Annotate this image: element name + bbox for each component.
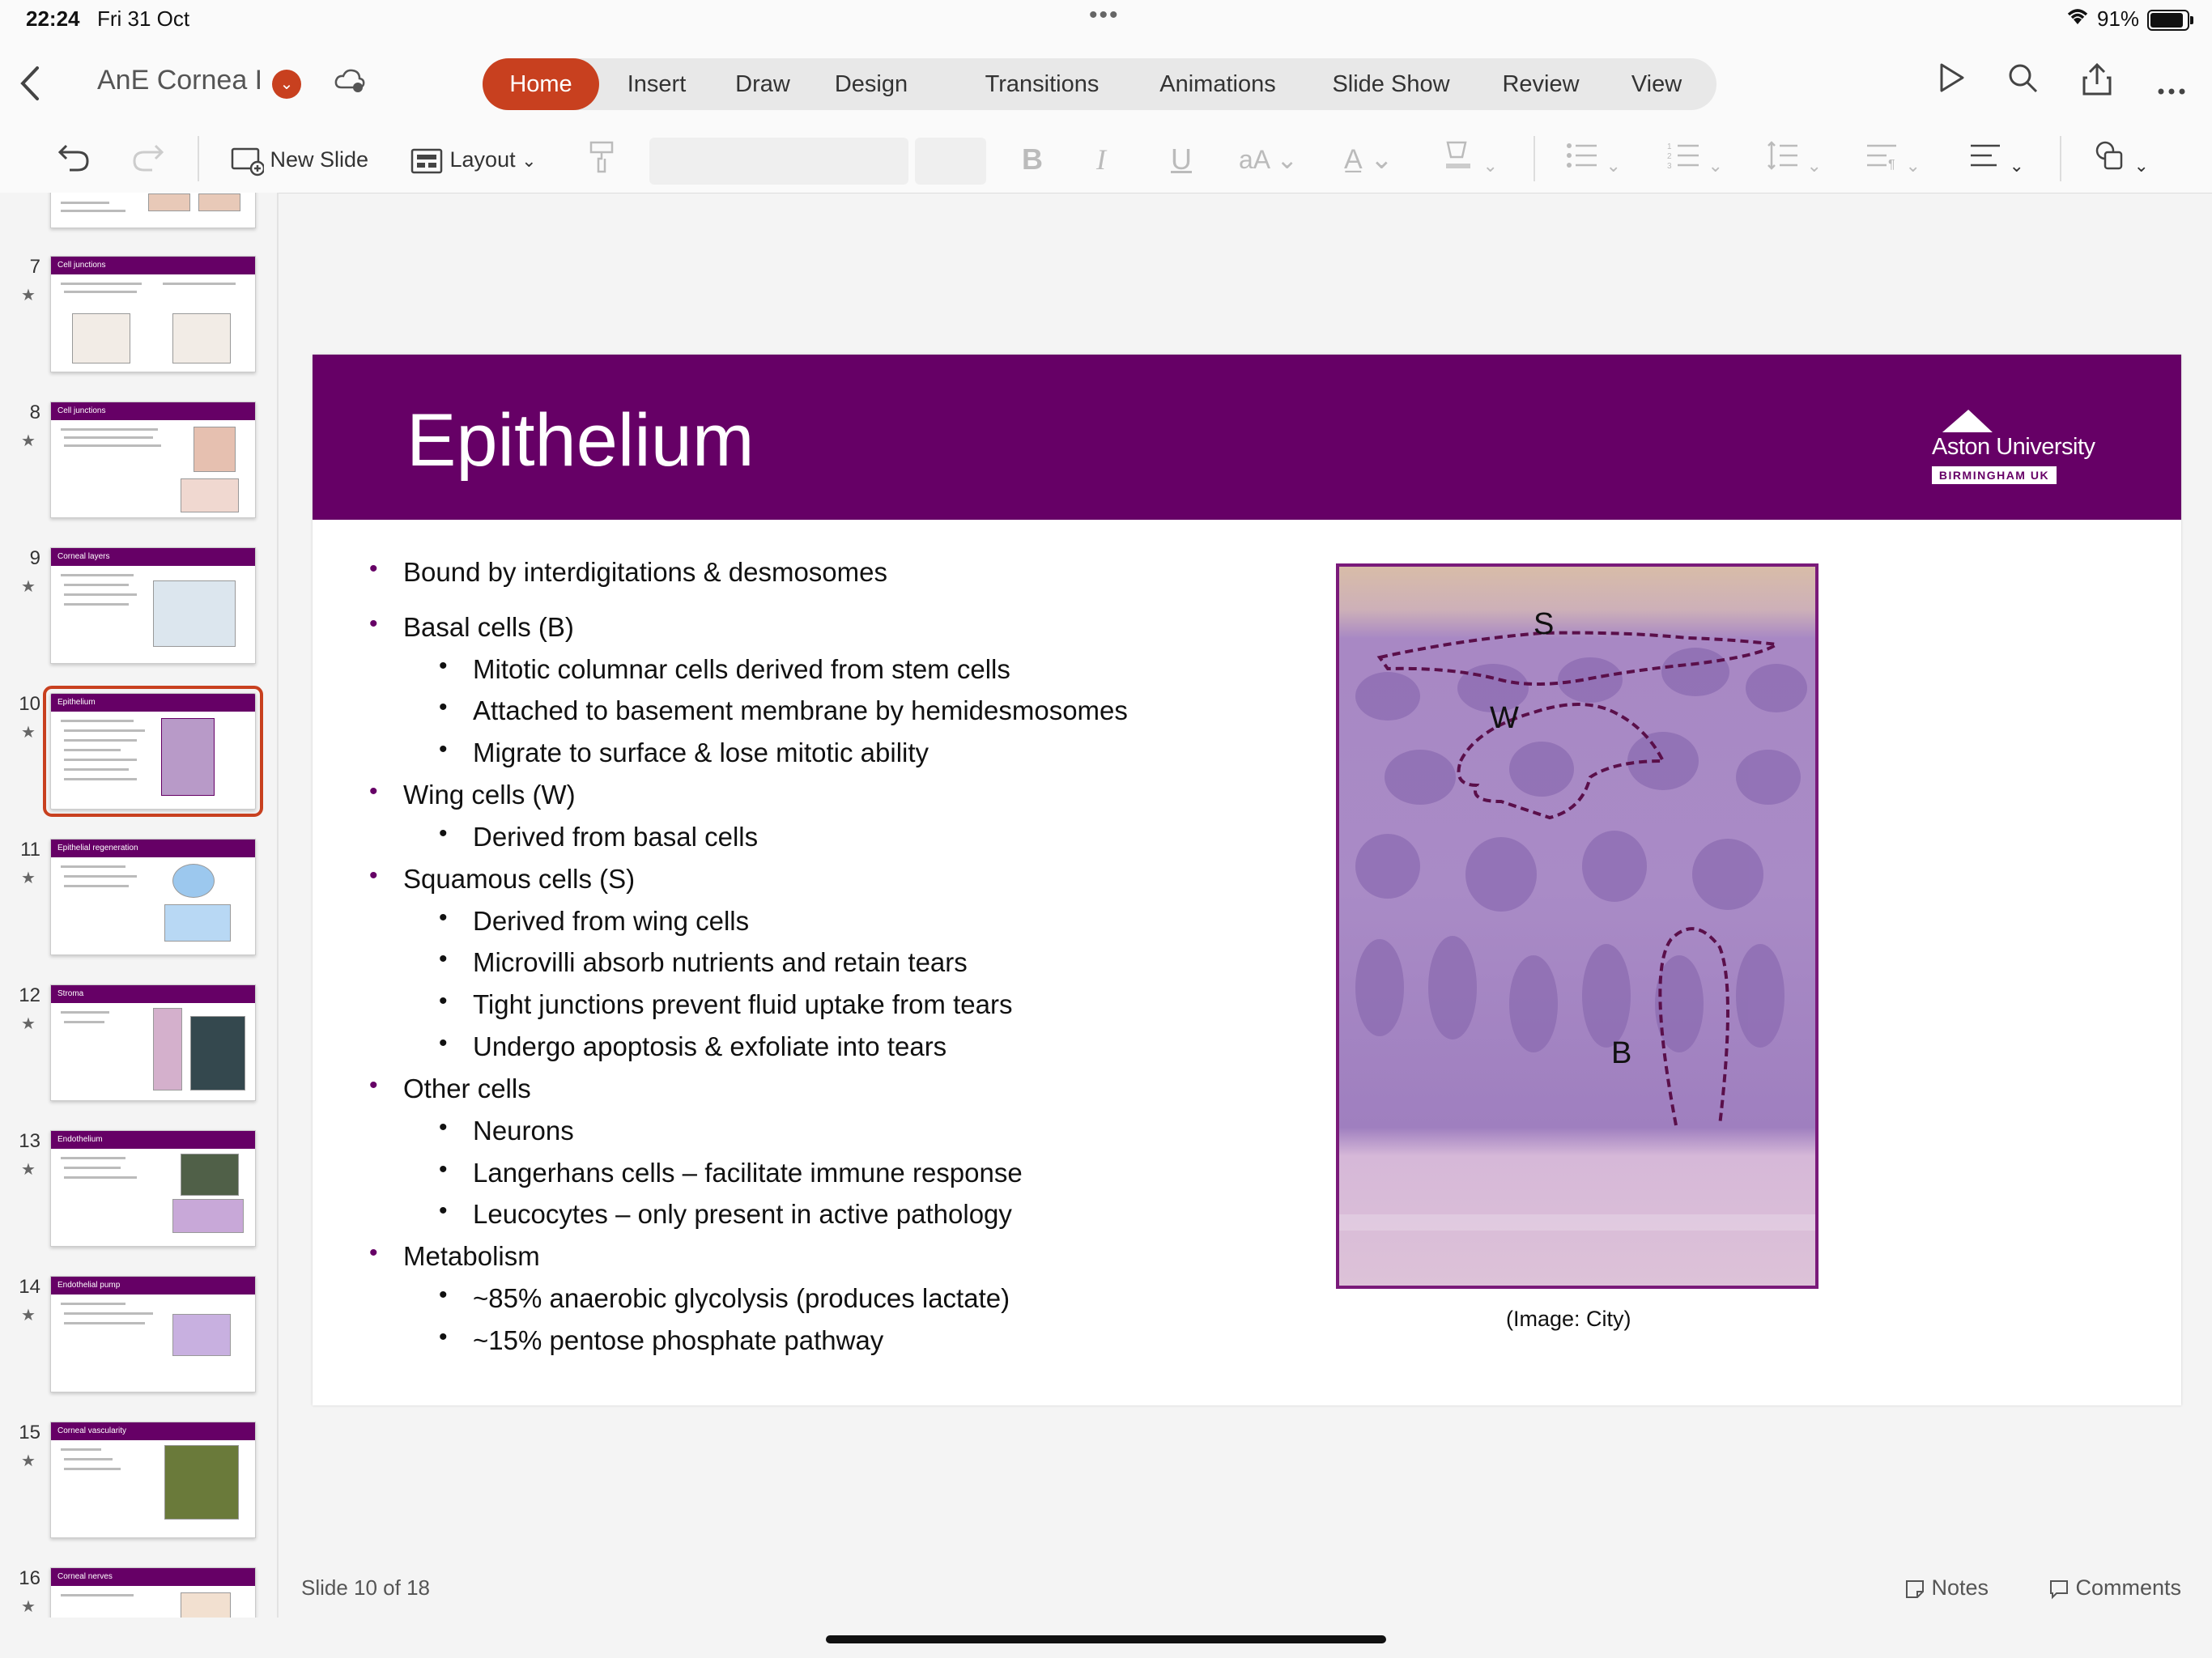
image-caption: (Image: City) <box>1506 1307 1631 1331</box>
font-size-change-icon[interactable]: aA ⌄ <box>1239 145 1299 174</box>
svg-text:1: 1 <box>1667 142 1672 151</box>
share-icon[interactable] <box>2081 62 2113 105</box>
notes-label: Notes <box>1931 1575 1989 1600</box>
bullet-level2: • Mitotic columnar cells derived from stem cells <box>439 653 1010 684</box>
bullet-level2: • Tight junctions prevent fluid uptake from tears <box>439 988 1013 1019</box>
document-title[interactable]: AnE Cornea I <box>97 65 263 96</box>
thumbnail-title: Corneal vascularity <box>51 1422 255 1440</box>
tab-design[interactable]: Design <box>834 71 908 97</box>
layout-label: Layout <box>449 147 516 172</box>
svg-text:2: 2 <box>1667 152 1672 161</box>
redo-icon[interactable] <box>130 139 165 180</box>
multitasking-dots[interactable]: ••• <box>1089 2 1120 28</box>
slide-number: 8 <box>29 402 40 423</box>
slide-number: 12 <box>19 984 40 1006</box>
chevron-down-icon: ⌄ <box>521 151 537 171</box>
chevron-down-icon[interactable]: ⌄ <box>272 70 301 99</box>
thumbnail-title: Endothelium <box>51 1131 255 1149</box>
home-ribbon <box>0 131 2212 193</box>
bullet-level2: • Microvilli absorb nutrients and retain tears <box>439 946 968 977</box>
bold-icon[interactable]: B <box>1022 142 1043 176</box>
slide-number: 15 <box>19 1422 40 1443</box>
undo-icon[interactable] <box>57 139 92 180</box>
tab-animations[interactable]: Animations <box>1159 71 1276 97</box>
star-icon: ★ <box>21 578 36 596</box>
slide-indicator: Slide 10 of 18 <box>301 1575 431 1600</box>
italic-icon[interactable]: I <box>1096 143 1106 176</box>
highlight-icon[interactable] <box>1441 139 1498 180</box>
battery-icon <box>2147 10 2189 31</box>
epithelium-micrograph[interactable] <box>1336 563 1819 1289</box>
comments-icon <box>2048 1579 2069 1600</box>
slide-number: 13 <box>19 1130 40 1152</box>
university-logo <box>1932 410 2110 486</box>
thumbnail-title: Endothelial pump <box>51 1277 255 1295</box>
format-painter-icon[interactable] <box>588 139 615 180</box>
tab-view[interactable]: View <box>1631 71 1682 97</box>
thumbnail-title: Epithelial regeneration <box>51 840 255 857</box>
bullet-level1: • Basal cells (B) <box>369 610 574 642</box>
paragraph-icon[interactable]: ¶ ⌄ <box>1864 139 1921 180</box>
status-time: 22:24 <box>26 6 80 31</box>
svg-text:3: 3 <box>1667 162 1672 171</box>
slide-title[interactable]: Epithelium <box>406 399 755 482</box>
bullet-level1: • Wing cells (W) <box>369 778 576 810</box>
star-icon: ★ <box>21 287 36 304</box>
slide-number: 16 <box>19 1567 40 1589</box>
bullet-level2: • Migrate to surface & lose mitotic ability <box>439 736 929 767</box>
slide-thumbnail-panel[interactable] <box>0 193 279 1618</box>
wifi-icon <box>2065 5 2091 32</box>
bullet-level2: • ~15% pentose phosphate pathway <box>439 1324 884 1355</box>
underline-icon[interactable]: U <box>1171 142 1192 176</box>
back-chevron-icon[interactable] <box>18 63 58 104</box>
thumbnail-title: Corneal nerves <box>51 1568 255 1586</box>
align-icon[interactable]: ⌄ <box>1967 139 2024 180</box>
status-bar <box>0 0 2212 39</box>
notes-button[interactable] <box>1904 1575 1989 1601</box>
slide-header-banner <box>313 355 2181 520</box>
bullet-level2: • Derived from basal cells <box>439 820 759 852</box>
comments-button[interactable] <box>2048 1575 2181 1601</box>
new-slide-button[interactable] <box>230 139 368 180</box>
tab-home[interactable]: Home <box>483 58 599 110</box>
slide-number: 14 <box>19 1276 40 1298</box>
comments-label: Comments <box>2075 1575 2182 1600</box>
tab-transitions[interactable]: Transitions <box>985 71 1100 97</box>
slide-number: 11 <box>20 839 40 861</box>
tab-review[interactable]: Review <box>1502 71 1580 97</box>
bullet-level2: • Derived from wing cells <box>439 904 750 936</box>
font-color-icon[interactable]: A̲ ⌄ <box>1344 144 1393 175</box>
shapes-icon[interactable]: ⌄ <box>2092 139 2149 180</box>
font-size-field[interactable] <box>915 138 986 185</box>
ribbon-tabs <box>483 58 1716 110</box>
bullet-level2: • Undergo apoptosis & exfoliate into tears <box>439 1030 947 1061</box>
line-spacing-icon[interactable]: ⌄ <box>1765 139 1822 180</box>
font-name-field[interactable] <box>649 138 908 185</box>
bullets-icon[interactable]: ⌄ <box>1564 139 1621 180</box>
thumbnail-title: Cell junctions <box>51 257 255 274</box>
thumbnail-title: Cell junctions <box>51 402 255 420</box>
star-icon: ★ <box>21 1307 36 1324</box>
slide-number: 9 <box>29 547 40 569</box>
star-icon: ★ <box>21 1452 36 1470</box>
bullet-level2: • Neurons <box>439 1114 574 1146</box>
bullet-level2: • Langerhans cells – facilitate immune response <box>439 1156 1023 1188</box>
bullet-level1: • Metabolism <box>369 1239 540 1271</box>
cloud-sync-icon[interactable] <box>334 66 366 101</box>
label-squamous: S <box>1534 607 1555 641</box>
slide-canvas[interactable] <box>313 355 2181 1405</box>
slide-number: 10 <box>19 693 40 715</box>
star-icon: ★ <box>21 1015 36 1033</box>
slide-number: 7 <box>29 256 40 278</box>
tab-insert[interactable]: Insert <box>627 71 687 97</box>
star-icon: ★ <box>21 432 36 450</box>
bullet-level1: • Bound by interdigitations & desmosomes <box>369 555 887 587</box>
thumbnail-title: Corneal layers <box>51 548 255 566</box>
label-wing: W <box>1490 701 1519 735</box>
notes-icon <box>1904 1579 1925 1600</box>
tab-slide-show[interactable]: Slide Show <box>1332 71 1450 97</box>
battery-percent: 91% <box>2097 6 2140 31</box>
bullet-level2: • Leucocytes – only present in active pathology <box>439 1197 1012 1229</box>
play-icon[interactable] <box>1935 62 1967 102</box>
star-icon: ★ <box>21 1598 36 1616</box>
thumbnail-title: Stroma <box>51 985 255 1003</box>
label-basal: B <box>1611 1036 1632 1070</box>
bullet-level1: • Squamous cells (S) <box>369 862 636 894</box>
chevron-down-icon: ⌄ <box>1482 155 1498 176</box>
new-slide-label: New Slide <box>270 147 369 172</box>
home-indicator[interactable] <box>826 1635 1386 1643</box>
logo-subtitle: BIRMINGHAM UK <box>1932 466 2057 484</box>
star-icon: ★ <box>21 1161 36 1179</box>
search-icon[interactable] <box>2006 62 2039 102</box>
svg-text:¶: ¶ <box>1888 158 1895 172</box>
bullet-level2: • Attached to basement membrane by hemidesmosomes <box>439 694 1128 725</box>
title-bar <box>0 39 2212 131</box>
status-date: Fri 31 Oct <box>97 6 190 31</box>
numbering-icon[interactable]: 1 2 3 ⌄ <box>1667 142 1723 176</box>
star-icon: ★ <box>21 724 36 742</box>
more-icon[interactable] <box>2157 68 2186 104</box>
bullet-level2: • ~85% anaerobic glycolysis (produces lactate) <box>439 1282 1010 1313</box>
thumbnail-title: Epithelium <box>51 694 255 712</box>
logo-name: Aston University <box>1932 434 2095 460</box>
star-icon: ★ <box>21 869 36 887</box>
bullet-level1: • Other cells <box>369 1072 531 1103</box>
tab-draw[interactable]: Draw <box>735 71 790 97</box>
layout-button[interactable] <box>410 139 537 180</box>
